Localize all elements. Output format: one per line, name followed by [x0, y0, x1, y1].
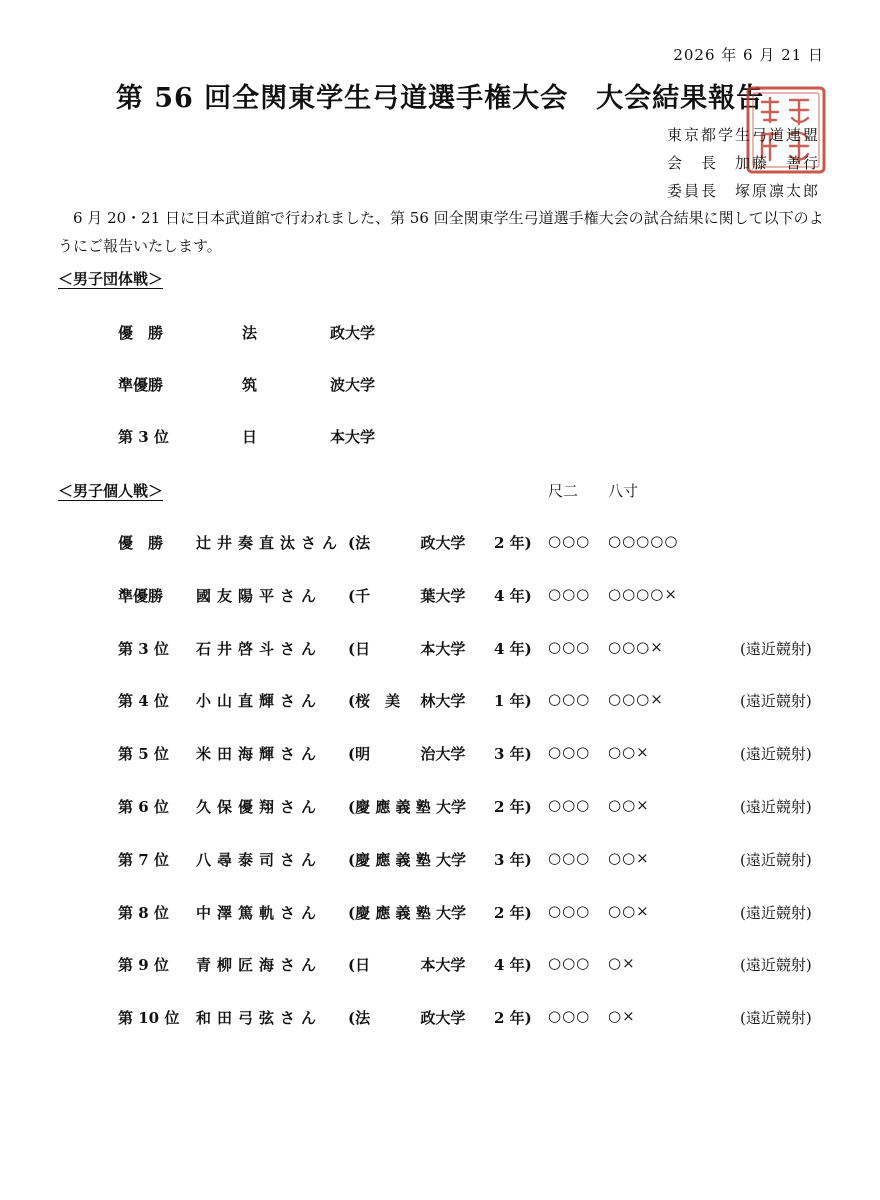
- column-header-shakuni: 尺二: [548, 482, 579, 500]
- player-university: (慶 應 義 塾 大学: [348, 850, 466, 869]
- team-univ-suffix: 波大学: [330, 376, 376, 394]
- player-rank: 第 10 位: [118, 1009, 180, 1028]
- document-date: 2026 年 6 月 21 日: [673, 46, 824, 64]
- tiebreak-note: (遠近競射): [740, 692, 812, 711]
- tiebreak-note: (遠近競射): [740, 956, 812, 975]
- individual-result-row: [118, 954, 828, 976]
- player-grade: 2 年): [494, 798, 532, 816]
- player-rank: 優 勝: [118, 534, 164, 552]
- player-name: 中澤篤軌さん: [196, 903, 323, 922]
- shakuni-score: ○○○: [548, 690, 591, 709]
- player-name: 米田海輝さん: [196, 745, 323, 764]
- hassun-score: ○×: [608, 1007, 636, 1026]
- team-univ-suffix: 政大学: [330, 324, 376, 342]
- intro-line: 6 月 20・21 日に日本武道館で行われました、第 56 回全関東学生弓道選手権大会の試合結果に関して以下のよ: [73, 209, 824, 227]
- shakuni-score: ○○○: [548, 954, 591, 973]
- signer-chairman: 委員長 塚原凛太郎: [666, 182, 820, 200]
- individual-result-row: [118, 902, 828, 924]
- shakuni-score: ○○○: [548, 796, 591, 814]
- player-rank: 第 5 位: [118, 745, 169, 764]
- player-rank: 第 9 位: [118, 956, 169, 975]
- tiebreak-note: (遠近競射): [740, 1009, 812, 1028]
- player-rank: 第 4 位: [118, 692, 169, 711]
- player-university: (桜 美 林大学: [348, 692, 466, 711]
- tiebreak-note: (遠近競射): [740, 798, 812, 816]
- player-grade: 3 年): [494, 745, 532, 764]
- hassun-score: ○○○○○: [608, 532, 679, 550]
- team-univ-prefix: 日: [242, 428, 258, 446]
- individual-result-row: [118, 849, 828, 871]
- player-university: (明 治大学: [348, 745, 466, 764]
- player-grade: 2 年): [494, 1009, 532, 1028]
- hassun-score: ○○×: [608, 796, 650, 814]
- player-grade: 4 年): [494, 639, 532, 658]
- team-univ-suffix: 本大学: [330, 428, 376, 446]
- hassun-score: ○○○×: [608, 637, 664, 656]
- player-grade: 2 年): [494, 903, 532, 922]
- hassun-score: ○○○×: [608, 690, 664, 709]
- individual-result-row: [118, 690, 828, 712]
- player-grade: 3 年): [494, 850, 532, 869]
- player-rank: 第 3 位: [118, 639, 169, 658]
- individual-section-heading: ＜男子個人戦＞: [58, 482, 164, 500]
- player-name: 八尋泰司さん: [196, 850, 323, 869]
- tiebreak-note: (遠近競射): [740, 745, 812, 764]
- player-university: (慶 應 義 塾 大学: [348, 903, 466, 922]
- tiebreak-note: (遠近競射): [740, 850, 812, 869]
- player-university: (千 葉大学: [348, 586, 466, 605]
- player-grade: 4 年): [494, 586, 532, 605]
- player-grade: 1 年): [494, 692, 532, 711]
- player-rank: 第 8 位: [118, 903, 169, 922]
- player-name: 石井啓斗さん: [196, 639, 323, 658]
- team-rank: 優 勝: [118, 324, 164, 342]
- hassun-score: ○×: [608, 954, 636, 973]
- team-univ-prefix: 法: [242, 324, 258, 342]
- player-university: (法 政大学: [348, 1009, 466, 1028]
- intro-paragraph: [58, 204, 828, 260]
- individual-result-row: [118, 743, 828, 765]
- individual-result-row: [118, 1007, 828, 1029]
- team-section-heading: ＜男子団体戦＞: [58, 270, 164, 288]
- tiebreak-note: (遠近競射): [740, 639, 812, 658]
- shakuni-score: ○○○: [548, 901, 591, 920]
- signer-organization: 東京都学生弓道連盟: [666, 126, 820, 144]
- shakuni-score: ○○○: [548, 1007, 591, 1026]
- player-university: (日 本大学: [348, 956, 466, 975]
- shakuni-score: ○○○: [548, 743, 591, 762]
- tiebreak-note: (遠近競射): [740, 903, 812, 922]
- shakuni-score: ○○○: [548, 848, 591, 867]
- player-name: 小山直輝さん: [196, 692, 323, 711]
- player-name: 國友陽平さん: [196, 586, 323, 605]
- player-name: 和田弓弦さん: [196, 1009, 323, 1028]
- player-name: 青柳匠海さん: [196, 956, 323, 975]
- hassun-score: ○○×: [608, 743, 650, 762]
- team-univ-prefix: 筑: [242, 376, 258, 394]
- document-title: 第 56 回全関東学生弓道選手権大会 大会結果報告: [115, 83, 765, 114]
- hassun-score: ○○○○×: [608, 584, 678, 603]
- intro-line: うにご報告いたします。: [58, 237, 222, 255]
- individual-result-row: [118, 585, 828, 607]
- player-university: (日 本大学: [348, 639, 466, 658]
- signer-president: 会 長 加藤 善行: [666, 154, 820, 172]
- hassun-score: ○○×: [608, 848, 650, 867]
- player-rank: 第 6 位: [118, 798, 169, 816]
- hassun-score: ○○×: [608, 901, 650, 920]
- individual-result-row: [118, 638, 828, 660]
- player-university: (慶 應 義 塾 大学: [348, 798, 466, 816]
- player-grade: 4 年): [494, 956, 532, 975]
- shakuni-score: ○○○: [548, 637, 591, 656]
- team-rank: 第 3 位: [118, 428, 169, 446]
- shakuni-score: ○○○: [548, 584, 591, 603]
- player-name: 辻井奏直汰さん: [196, 534, 344, 552]
- player-name: 久保優翔さん: [196, 798, 323, 816]
- individual-result-row: [118, 796, 828, 818]
- player-rank: 準優勝: [118, 586, 164, 605]
- player-grade: 2 年): [494, 534, 532, 552]
- player-university: (法 政大学: [348, 534, 466, 552]
- individual-result-row: [118, 532, 828, 554]
- player-rank: 第 7 位: [118, 850, 169, 869]
- shakuni-score: ○○○: [548, 532, 591, 550]
- team-rank: 準優勝: [118, 376, 164, 394]
- column-header-hassun: 八寸: [608, 482, 639, 500]
